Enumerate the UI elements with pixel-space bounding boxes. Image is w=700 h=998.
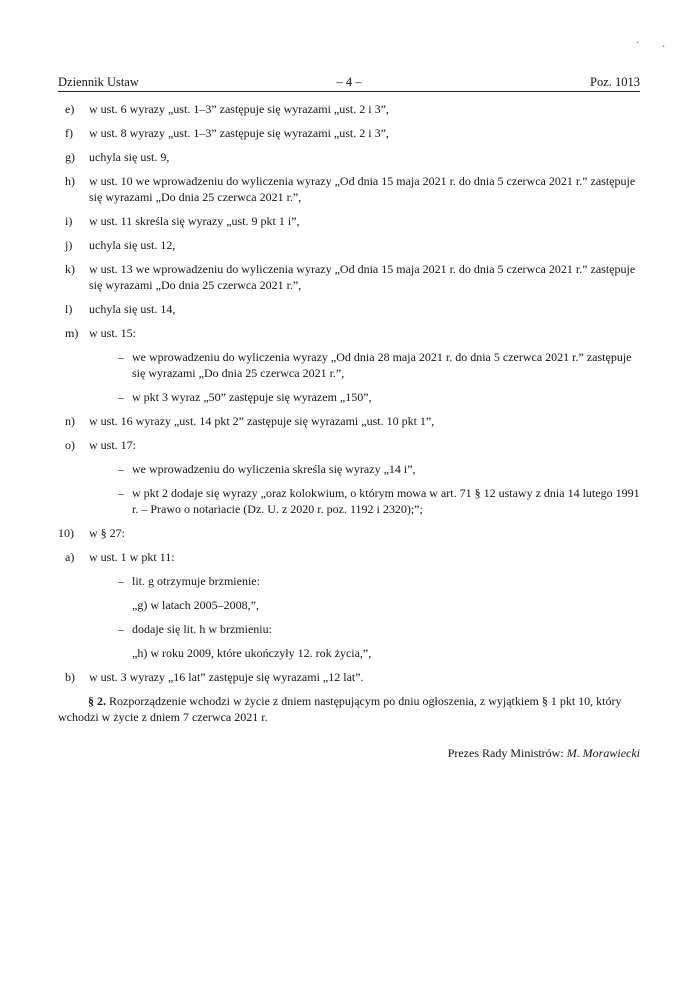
item-dash: – [118,486,124,500]
item-label: e) [65,102,75,116]
item-text: w § 27: [89,526,125,540]
list-item [58,125,640,141]
list-item [39,389,640,405]
item-text: w ust. 13 we wprowadzeniu do wyliczenia wyrazy „Od dnia 15 maja 2021 r. do dnia 5 czerwca 2021 r.” zastępuje się wyrazami „Do dnia 25 czerwca 2021 r.”, [89,262,636,292]
list-item [58,301,640,317]
item-text: w pkt 2 dodaje się wyrazy „oraz kolokwium, o którym mowa w art. 71 § 12 ustawy z dnia 14 lutego 1991 r. – Prawo o notariacie (Dz. U. z 2020 r. poz. 1192 i 2320);”; [132,486,640,516]
item-text: uchyla się ust. 14, [89,302,176,316]
item-label: i) [65,214,73,228]
item-label: j) [65,238,73,252]
item-text: „g) w latach 2005–2008,”, [132,598,259,612]
item-label: 10) [58,526,74,540]
scan-speck: · [636,38,640,49]
item-text: w ust. 8 wyrazy „ust. 1–3” zastępuje się wyrazami „ust. 2 i 3”, [89,126,389,140]
signature [58,745,640,761]
item-text: w ust. 11 skreśla się wyrazy „ust. 9 pkt 1 i”, [89,214,300,228]
item-dash: – [118,622,124,636]
item-label: o) [65,438,75,452]
item-label: f) [65,126,73,140]
list-item [39,461,640,477]
list-item [39,485,640,517]
quoted-item [58,597,640,613]
item-text: dodaje się lit. h w brzmieniu: [132,622,272,636]
document-body [58,101,640,761]
list-item [58,525,640,541]
page-number: – 4 – [336,75,362,89]
item-dash: – [118,390,124,404]
list-item [58,101,640,117]
list-item [39,573,640,589]
item-text: w ust. 10 we wprowadzeniu do wyliczenia wyrazy „Od dnia 15 maja 2021 r. do dnia 5 czerwca 2021 r.” zastępuje się wyrazami „Do dnia 25 czerwca 2021 r.”, [89,174,636,204]
list-item [58,213,640,229]
closing-paragraph [58,693,640,725]
item-label: n) [65,414,75,428]
item-text: w ust. 1 w pkt 11: [89,550,175,564]
item-text: w ust. 3 wyrazy „16 lat” zastępuje się wyrazami „12 lat”. [89,670,364,684]
header-rule [58,91,640,92]
list-item [39,621,640,637]
list-item [58,237,640,253]
item-label: b) [65,670,75,684]
item-label: h) [65,174,75,188]
scan-speck: · [662,42,666,53]
item-label: a) [65,550,75,564]
list-item [58,437,640,453]
signature-role: Prezes Rady Ministrów: [447,746,564,760]
item-text: uchyla się ust. 12, [89,238,176,252]
item-text: w ust. 16 wyrazy „ust. 14 pkt 2” zastępuje się wyrazami „ust. 10 pkt 1”, [89,414,435,428]
page-header [58,73,640,91]
item-text: uchyla się ust. 9, [89,150,170,164]
list-item [58,149,640,165]
item-label: l) [65,302,73,316]
list-item [58,261,640,293]
list-item [58,325,640,341]
item-label: g) [65,150,75,164]
position-number: Poz. 1013 [590,75,640,89]
item-label: k) [65,262,75,276]
section-mark: § 2. [88,694,106,708]
item-text: w ust. 17: [89,438,137,452]
item-text: w ust. 15: [89,326,137,340]
item-text: „h) w roku 2009, które ukończyły 12. rok życia,”, [132,646,372,660]
item-dash: – [118,462,124,476]
item-label: m) [65,326,79,340]
item-text: w pkt 3 wyraz „50” zastępuje się wyrazem „150”, [132,390,372,404]
list-item [39,349,640,381]
signature-name: M. Morawiecki [566,746,640,760]
item-text: lit. g otrzymuje brzmienie: [132,574,260,588]
closing-text: Rozporządzenie wchodzi w życie z dniem następującym po dniu ogłoszenia, z wyjątkiem § 1 pkt 10, który wchodzi w życie z dniem 7 czerwca 2021 r. [58,694,622,724]
item-dash: – [118,350,124,364]
item-text: w ust. 6 wyrazy „ust. 1–3” zastępuje się wyrazami „ust. 2 i 3”, [89,102,389,116]
list-item [58,173,640,205]
quoted-item [58,645,640,661]
item-text: we wprowadzeniu do wyliczenia wyrazy „Od dnia 28 maja 2021 r. do dnia 5 czerwca 2021 r.” zastępuje się wyrazami „Do dnia 25 czerwca 2021 r.”, [132,350,632,380]
item-text: we wprowadzeniu do wyliczenia skreśla się wyrazy „14 i”, [132,462,416,476]
list-item [58,549,640,565]
item-dash: – [118,574,124,588]
list-item [58,413,640,429]
journal-title: Dziennik Ustaw [58,75,139,89]
list-item [58,669,640,685]
